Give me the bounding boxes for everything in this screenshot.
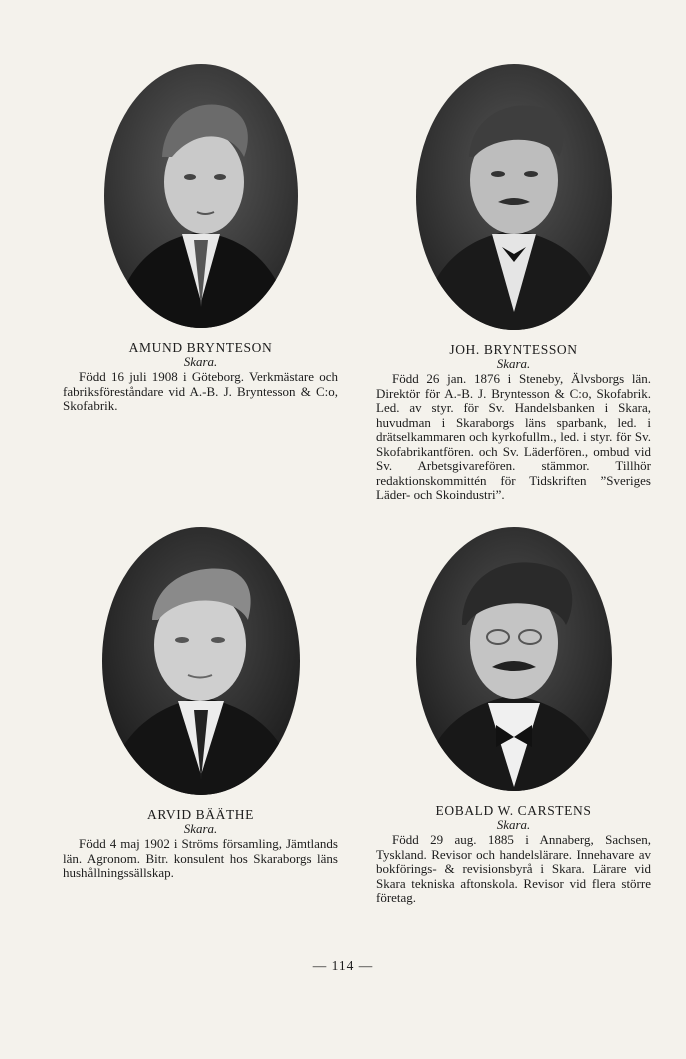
person-biography: Född 4 maj 1902 i Ströms församling, Jämtlands län. Agronom. Bitr. konsulent hos Skaraborgs läns hushållningssällskap. [63, 836, 338, 880]
portrait-photo-icon [102, 62, 300, 330]
biography-entry [376, 62, 651, 503]
person-biography: Född 16 juli 1908 i Göteborg. Verkmästare och fabriksföreståndare vid A.-B. J. Bryntesson & C:o, Skofabrik. [63, 369, 338, 413]
person-name: EOBALD W. CARSTENS [435, 803, 592, 818]
biography-entry [63, 525, 338, 881]
person-name: AMUND BRYNTESON [128, 340, 273, 355]
person-name: JOH. BRYNTESSON [449, 342, 578, 357]
biography-entry [376, 525, 651, 906]
portrait-photo-icon [100, 525, 302, 797]
person-place: Skara. [183, 821, 218, 836]
page-number: — 114 — [312, 958, 374, 973]
person-place: Skara. [496, 356, 531, 371]
person-name: ARVID BÄÄTHE [147, 807, 254, 822]
portrait-photo-icon [414, 62, 614, 332]
person-biography: Född 29 aug. 1885 i Annaberg, Sachsen, Tyskland. Revisor och handelslärare. Innehavare av bokförings- & revisionsbyrå i Skara. Lärare vid Skara tekniska aftonskola. Revisor vid flera större företag. [376, 832, 651, 905]
person-biography: Född 26 jan. 1876 i Steneby, Älvsborgs län. Direktör för A.-B. J. Bryntesson & C:o, Skofabrik. Led. av styr. för Sv. Handelsbanken i Skara, huvudman i Skaraborgs läns sparbank, led. i drätselkammaren och kyrkofullm., led. i styr. för Sv. Skofabrikantfören. och Sv. Läderfören., ombud vid Sv. Arbetsgivarefören. stämmor. Tillhör redaktionskommittén för Tidskriften ”Sveriges Läder- och Skoindustri”. [376, 371, 651, 502]
person-place: Skara. [496, 817, 531, 832]
biography-entry [63, 62, 338, 414]
person-place: Skara. [183, 354, 218, 369]
portrait-photo-icon [414, 525, 614, 793]
